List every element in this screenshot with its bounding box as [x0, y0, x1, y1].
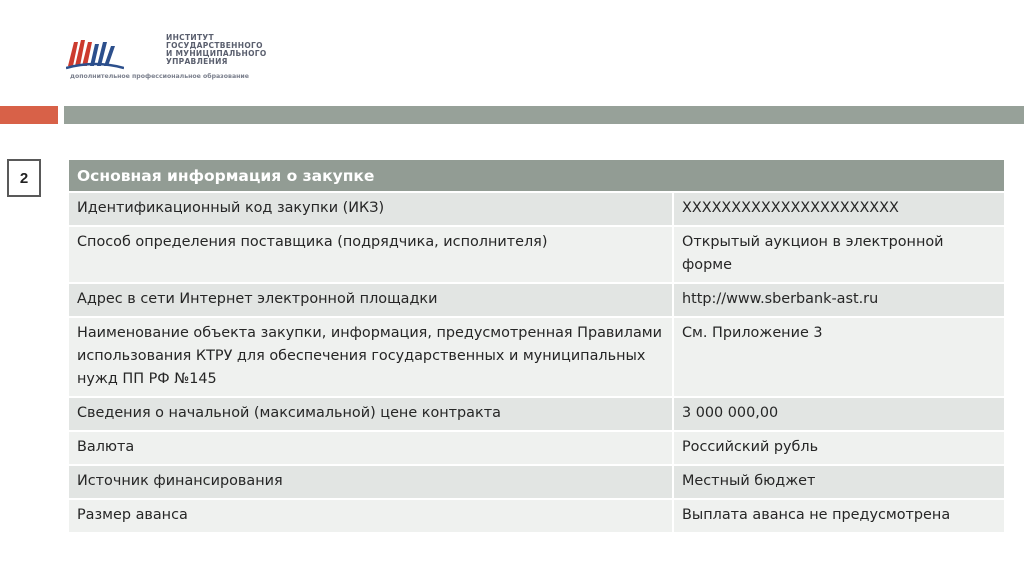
- accent-bar-gray: [64, 106, 1024, 124]
- accent-bar-red: [0, 106, 58, 124]
- table-row: [69, 431, 1004, 465]
- row-value: Местный бюджет: [673, 465, 1004, 499]
- row-value: http://www.sberbank-ast.ru: [673, 283, 1004, 317]
- logo-subtitle: дополнительное профессиональное образование: [70, 73, 249, 80]
- row-label: Наименование объекта закупки, информация, предусмотренная Правилами использования КТРУ для обеспечения государственных и муниципальных нужд ПП РФ №145: [69, 317, 673, 397]
- logo-title: ИНСТИТУТ ГОСУДАРСТВЕННОГО И МУНИЦИПАЛЬНОГО УПРАВЛЕНИЯ: [166, 33, 267, 66]
- slide-number: 2: [7, 159, 41, 197]
- row-value: 3 000 000,00: [673, 397, 1004, 431]
- row-value: ХХХХХХХХХХХХХХХХХХХХХХ: [673, 192, 1004, 226]
- row-value: Выплата аванса не предусмотрена: [673, 499, 1004, 533]
- row-label: Способ определения поставщика (подрядчика, исполнителя): [69, 226, 673, 283]
- table-header-row: [69, 160, 1004, 192]
- institute-logo: [66, 28, 306, 82]
- row-label: Источник финансирования: [69, 465, 673, 499]
- table-row: [69, 317, 1004, 397]
- procurement-info-table: [69, 160, 1004, 534]
- books-logo-icon: [66, 36, 124, 70]
- table-header: Основная информация о закупке: [69, 160, 1004, 192]
- row-label: Идентификационный код закупки (ИКЗ): [69, 192, 673, 226]
- table-row: [69, 465, 1004, 499]
- row-label: Адрес в сети Интернет электронной площадки: [69, 283, 673, 317]
- table-row: [69, 499, 1004, 533]
- row-value: Российский рубль: [673, 431, 1004, 465]
- row-label: Сведения о начальной (максимальной) цене контракта: [69, 397, 673, 431]
- table-row: [69, 192, 1004, 226]
- row-value: Открытый аукцион в электронной форме: [673, 226, 1004, 283]
- table-row: [69, 397, 1004, 431]
- row-value: См. Приложение 3: [673, 317, 1004, 397]
- row-label: Размер аванса: [69, 499, 673, 533]
- table-row: [69, 226, 1004, 283]
- row-label: Валюта: [69, 431, 673, 465]
- table-row: [69, 283, 1004, 317]
